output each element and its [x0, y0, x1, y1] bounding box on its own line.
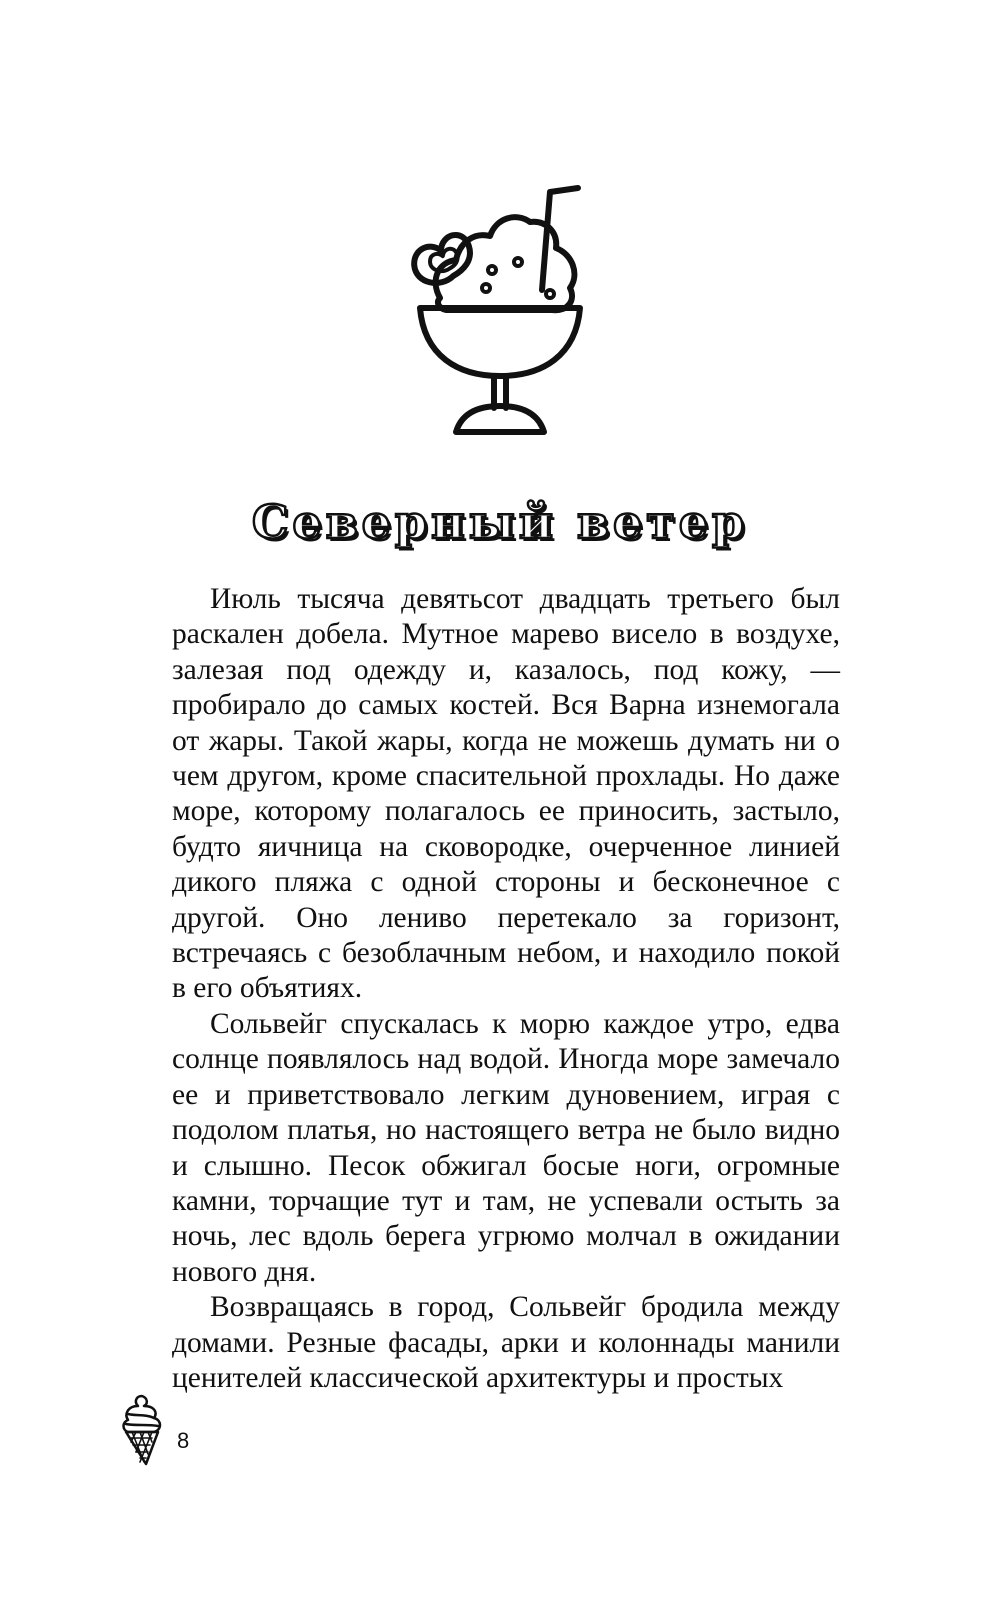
paragraph: Возвращаясь в город, Сольвейг бродила между домами. Резные фасады, арки и колоннады манили ценителей классической архитектуры и простых	[172, 1291, 840, 1394]
chapter-body	[172, 582, 840, 1396]
ice-cream-sundae-icon	[400, 170, 600, 470]
page-number: 8	[177, 1428, 190, 1453]
paragraph: Июль тысяча девятьсот двадцать третьего был раскален добела. Мутное марево висело в воздухе, залезая под одежду и, казалось, под кожу, — пробирало до самых костей. Вся Варна изнемогала от жары. Такой жары, когда не можешь думать ни о чем другом, кроме спасительной прохлады. Но даже море, которому полагалось ее приносить, застыло, будто яичница на сковородке, очерченное линией дикого пляжа с одной стороны и бесконечное с другой. Оно лениво перетекало за горизонт, встречаясь с безоблачным небом, и находило покой в его объятиях.	[172, 583, 840, 1005]
ice-cream-cone-icon	[118, 1392, 166, 1468]
chapter-title: Северный ветер	[251, 495, 749, 549]
paragraph: Сольвейг спускалась к морю каждое утро, едва солнце появлялось над водой. Иногда море замечало ее и приветствовало легким дуновением, играя с подолом платья, но настоящего ветра не было видно и слышно. Песок обжигал босые ноги, огромные камни, торчащие тут и там, не успевали остыть за ночь, лес вдоль берега угрюмо молчал в ожидании нового дня.	[172, 1007, 840, 1288]
